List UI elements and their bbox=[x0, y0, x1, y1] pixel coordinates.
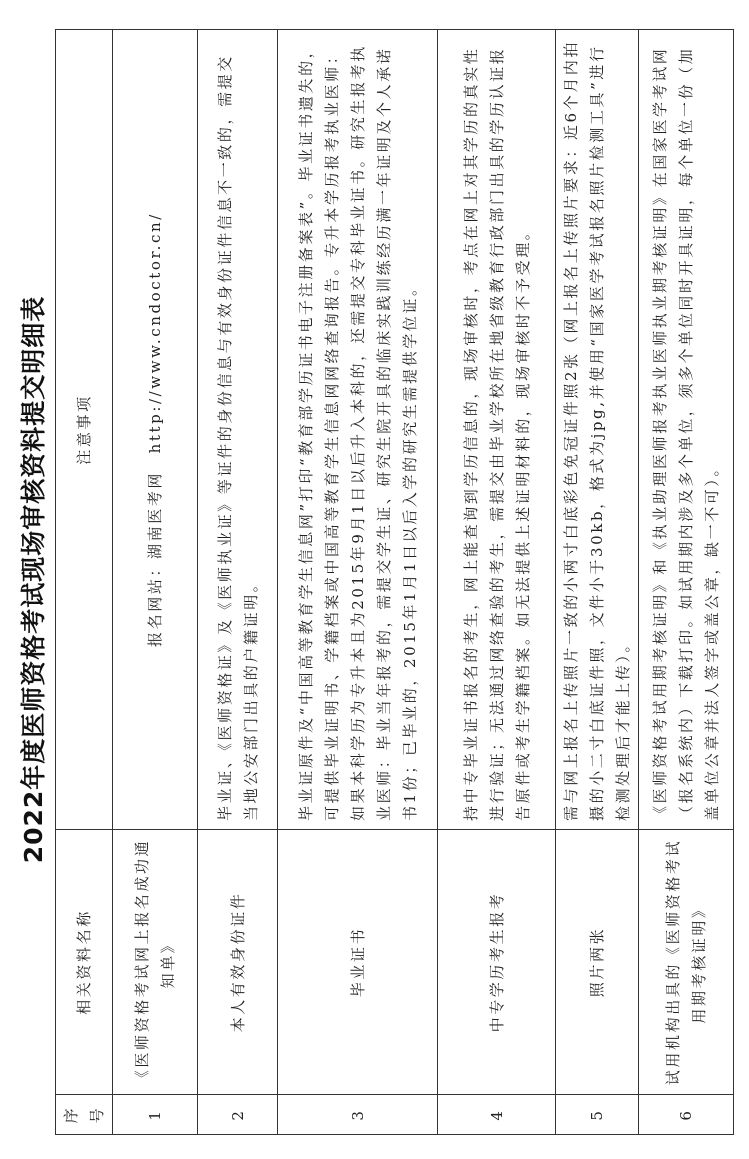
row-name: 《医师资格考试网上报名成功通知单》 bbox=[113, 830, 198, 1095]
row-notes: 报名网站：湖南医考网 http://www.cndoctor.cn/ bbox=[113, 30, 198, 830]
row-name: 中专学历考生报考 bbox=[438, 830, 556, 1095]
row-no: 5 bbox=[556, 1095, 639, 1135]
table-row bbox=[438, 30, 556, 1135]
header-name: 相关资料名称 bbox=[56, 830, 113, 1095]
row-no: 2 bbox=[198, 1095, 278, 1135]
table-row bbox=[556, 30, 639, 1135]
row-no: 6 bbox=[639, 1095, 734, 1135]
table-row bbox=[278, 30, 438, 1135]
row-notes: 《医师资格考试用期考核证明》和《执业助理医师报考执业医师执业期考核证明》在国家医学考试网（报名系统内）下载打印。如试用期内涉及多个单位，须多个单位同时开具证明，每个单位一份（加盖单位公章并法人签字或盖公章，缺一不可）。 bbox=[639, 30, 734, 830]
row-name: 试用机构出具的《医师资格考试用期考核证明》 bbox=[639, 830, 734, 1095]
row-notes: 持中专毕业证书报名的考生，网上能查询到学历信息的，现场审核时，考点在网上对其学历的真实性进行验证；无法通过网络查验的考生，需提交由毕业学校所在地省级教育行政部门出具的学历认证报告原件或考生学籍档案。如无法提供上述证明材料的，现场审核时不予受理。 bbox=[438, 30, 556, 830]
row-notes: 毕业证原件及“中国高等教育学生信息网”打印“教育部学历证书电子注册备案表”。毕业证书遗失的，可提供毕业证明书、学籍档案或中国高等教育学生信息网网络查询报告。专升本学历报考执业医师：如果本科学历为专升本且为2015年9月1日以后升入本科的，还需提交专科毕业证书。研究生报考执业医师：毕业当年报考的，需提交学生证、研究生院开具的临床实践训练经历满一年证明及个人承诺书1份；已毕业的，2015年1月1日以后入学的研究生需提供学位证。 bbox=[278, 30, 438, 830]
header-no: 序号 bbox=[56, 1095, 113, 1135]
row-name: 照片两张 bbox=[556, 830, 639, 1095]
table-row bbox=[198, 30, 278, 1135]
header-notes: 注意事项 bbox=[56, 30, 113, 830]
row-name: 本人有效身份证件 bbox=[198, 830, 278, 1095]
row-notes: 毕业证、《医师资格证》及《医师执业证》等证件的身份信息与有效身份证件信息不一致的，需提交当地公安部门出具的户籍证明。 bbox=[198, 30, 278, 830]
table-row bbox=[639, 30, 734, 1135]
row-name: 毕业证书 bbox=[278, 830, 438, 1095]
row-no: 4 bbox=[438, 1095, 556, 1135]
row-no: 3 bbox=[278, 1095, 438, 1135]
table-header-row bbox=[56, 30, 113, 1135]
table-row bbox=[113, 30, 198, 1135]
document-title: 2022年度医师资格考试现场审核资料提交明细表 bbox=[19, 295, 48, 864]
row-notes: 需与网上报名上传照片一致的小两寸白底彩色免冠证件照2张（网上报名上传照片要求：近6个月内拍摄的小二寸白底证件照，文件小于30kb，格式为jpg,并使用“国家医学考试报名照片检测工具”进行检测处理后才能上传）。 bbox=[556, 30, 639, 830]
row-no: 1 bbox=[113, 1095, 198, 1135]
materials-table bbox=[55, 29, 734, 1135]
